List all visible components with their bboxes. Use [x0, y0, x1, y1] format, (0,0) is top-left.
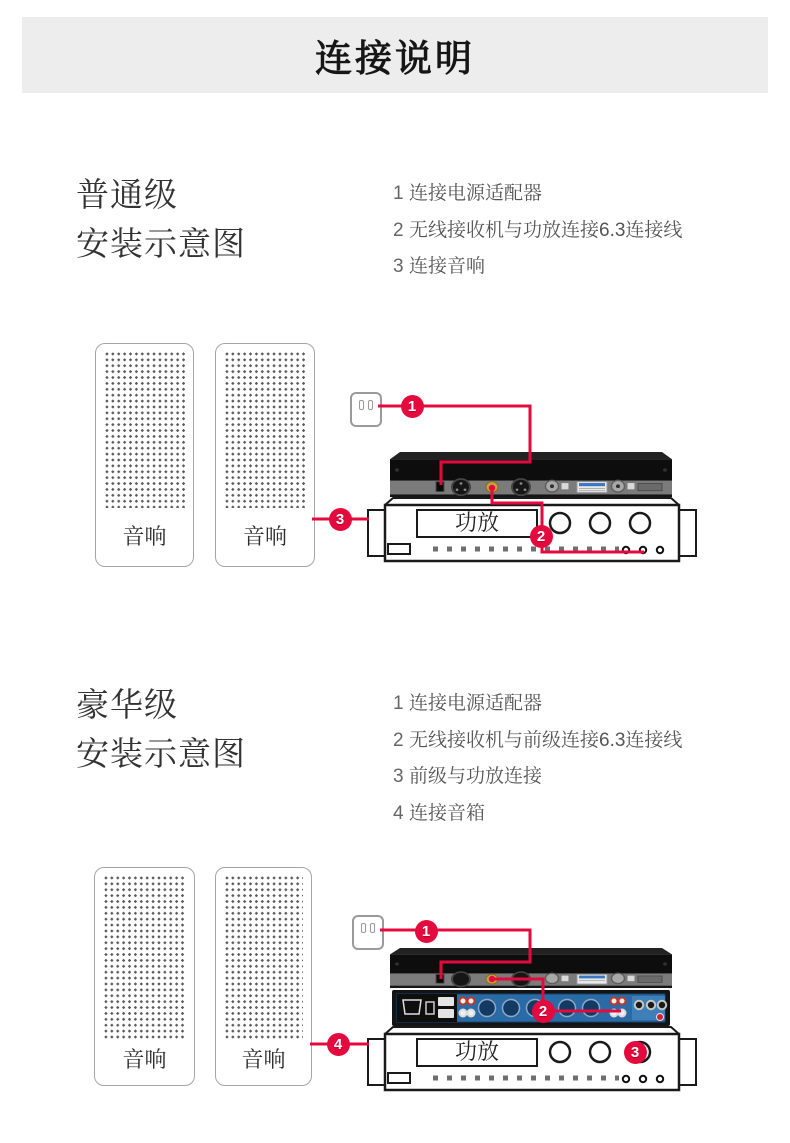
badge-step-3: 3: [624, 1041, 647, 1064]
xlr-output-jack: [452, 972, 470, 986]
receiver-bottom-edge: [390, 986, 672, 988]
section-deluxe-title: [76, 680, 246, 778]
amp-drawer-slot: [388, 544, 410, 554]
antenna-label: [627, 483, 635, 490]
antenna-label: [561, 483, 569, 490]
step-number: 2: [393, 219, 404, 241]
step-text: 前级与功放连接: [409, 766, 543, 787]
antenna-bnc-connector: [546, 973, 559, 983]
screw-icon: [395, 962, 399, 965]
recessed-panel: [638, 976, 662, 982]
amp-knob: [630, 513, 650, 533]
speaker-box: [95, 343, 194, 567]
dc-power-port: [436, 974, 444, 983]
rca-jack-white: [460, 1010, 467, 1017]
section-basic-title-line1: 普通级: [76, 176, 178, 213]
speakon-connector-red: [657, 1014, 664, 1021]
receiver-top-face: [390, 452, 672, 459]
amp-jack-socket: [640, 1076, 646, 1082]
amp-display-label: 功放: [454, 510, 500, 535]
badge-step-1: 1: [401, 395, 424, 418]
badge-step-2: 2: [530, 525, 553, 548]
xlr-pin: [460, 482, 463, 485]
jack-6-3: [647, 1001, 655, 1009]
amp-knob: [550, 1042, 570, 1062]
step-row: [393, 249, 682, 286]
xlr-output-jack: [452, 479, 470, 495]
amp-jack-socket: [640, 547, 646, 553]
bnc-center: [616, 484, 620, 488]
screw-icon: [395, 468, 399, 472]
plug-prong: [368, 400, 373, 410]
amp-jack-socket: [657, 1076, 663, 1082]
speaker-label: 音响: [242, 524, 287, 549]
plug-prong: [359, 400, 364, 410]
speaker-label: 音响: [241, 1047, 286, 1072]
preamp-rear: [392, 990, 670, 1026]
antenna-label: [561, 975, 569, 981]
step-row: [393, 176, 682, 213]
amp-jack-socket: [623, 547, 629, 553]
plug-prong: [370, 923, 375, 933]
dc-power-port: [436, 482, 444, 492]
section-basic-title-line2: 安装示意图: [76, 225, 246, 262]
spec-label-header: [579, 483, 605, 486]
speaker-box: [94, 867, 195, 1086]
rca-jack-white: [611, 1010, 618, 1017]
spec-label-line: [579, 980, 605, 981]
amp-drawer-slot: [388, 1073, 410, 1083]
step-text: 无线接收机与前级连接6.3连接线: [409, 729, 683, 751]
amp-knob: [550, 513, 570, 533]
badge-step-4: 4: [327, 1033, 350, 1056]
speaker-grille: [103, 875, 186, 1039]
step-row: [393, 723, 682, 760]
step-number: 3: [393, 766, 404, 787]
jack-6-3: [658, 1001, 666, 1009]
header-band: [22, 17, 768, 93]
step-text: 连接音箱: [409, 802, 486, 824]
power-plug-icon: [350, 392, 382, 427]
rca-jack-white: [619, 1010, 626, 1017]
section-basic-steps: [393, 176, 682, 286]
receiver-body: [390, 459, 672, 481]
speaker-grille: [224, 875, 303, 1039]
amp-jack-socket: [623, 1076, 629, 1082]
recessed-panel: [638, 484, 662, 491]
xlr-output-jack: [583, 1000, 600, 1017]
screw-icon: [663, 468, 667, 472]
xlr-pin: [524, 489, 527, 492]
xlr-input-jack: [479, 1000, 496, 1017]
spec-label-line: [579, 488, 605, 489]
speaker-grille: [224, 351, 306, 508]
speaker-label: 音响: [122, 524, 167, 549]
amp-knob: [590, 513, 610, 533]
step-text: 无线接收机与功放连接6.3连接线: [409, 219, 683, 241]
antenna-label: [627, 975, 635, 981]
step-number: 1: [393, 183, 404, 204]
step-number: 4: [393, 802, 404, 824]
jack-hole: [490, 978, 494, 981]
section-deluxe-steps: [393, 686, 682, 832]
step-row: [393, 686, 682, 723]
amp-jack-socket: [657, 547, 663, 553]
receiver-top-face: [390, 948, 672, 954]
speaker-grille: [104, 351, 185, 508]
usb-port: [438, 1009, 454, 1018]
xlr-output-jack: [559, 1000, 576, 1017]
step-row: [393, 759, 682, 796]
section-deluxe-title-line2: 安装示意图: [76, 735, 246, 772]
speaker-label: 音响: [122, 1047, 167, 1072]
spec-label-header: [579, 976, 605, 979]
step-number: 2: [393, 729, 404, 751]
usb-port: [438, 997, 454, 1006]
badge-step-3: 3: [329, 508, 352, 531]
badge-step-1: 1: [415, 920, 438, 943]
rca-jack-red: [619, 998, 626, 1005]
rca-jack-red: [468, 998, 475, 1005]
xlr-pin: [464, 489, 467, 492]
speaker-box: [215, 867, 312, 1086]
step-row: [393, 213, 682, 250]
plug-prong: [361, 923, 366, 933]
rca-jack-red: [611, 998, 618, 1005]
xlr-pin: [520, 482, 523, 485]
screw-icon: [663, 962, 667, 965]
page-title: 连接说明: [315, 38, 475, 79]
jack-hole: [490, 485, 494, 489]
spec-label-line: [579, 490, 605, 491]
rca-jack-red: [460, 998, 467, 1005]
speaker-box: [215, 343, 315, 567]
badge-step-2: 2: [532, 1000, 555, 1023]
jack-6-3: [635, 1001, 643, 1009]
xlr-pin: [516, 489, 519, 492]
xlr-output-jack: [512, 972, 530, 986]
step-text: 连接电源适配器: [409, 183, 543, 204]
wireless-receiver-rear: [390, 948, 672, 988]
receiver-body: [390, 954, 672, 973]
step-number: 1: [393, 693, 404, 714]
rca-jack-white: [468, 1010, 475, 1017]
section-basic-title: [76, 170, 246, 268]
xlr-output-jack: [512, 479, 530, 495]
xlr-pin: [456, 489, 459, 492]
wireless-receiver-rear: [390, 452, 672, 497]
bnc-center: [550, 484, 554, 488]
power-plug-icon: [352, 915, 384, 950]
step-text: 连接音响: [409, 256, 486, 277]
amplifier-front: [367, 1025, 697, 1097]
amp-display-label: 功放: [454, 1039, 500, 1064]
step-row: [393, 796, 682, 833]
amp-knob: [590, 1042, 610, 1062]
section-deluxe-title-line1: 豪华级: [76, 686, 178, 723]
antenna-bnc-connector: [612, 973, 625, 983]
step-number: 3: [393, 256, 404, 277]
step-text: 连接电源适配器: [409, 693, 543, 714]
xlr-input-jack: [503, 1000, 520, 1017]
